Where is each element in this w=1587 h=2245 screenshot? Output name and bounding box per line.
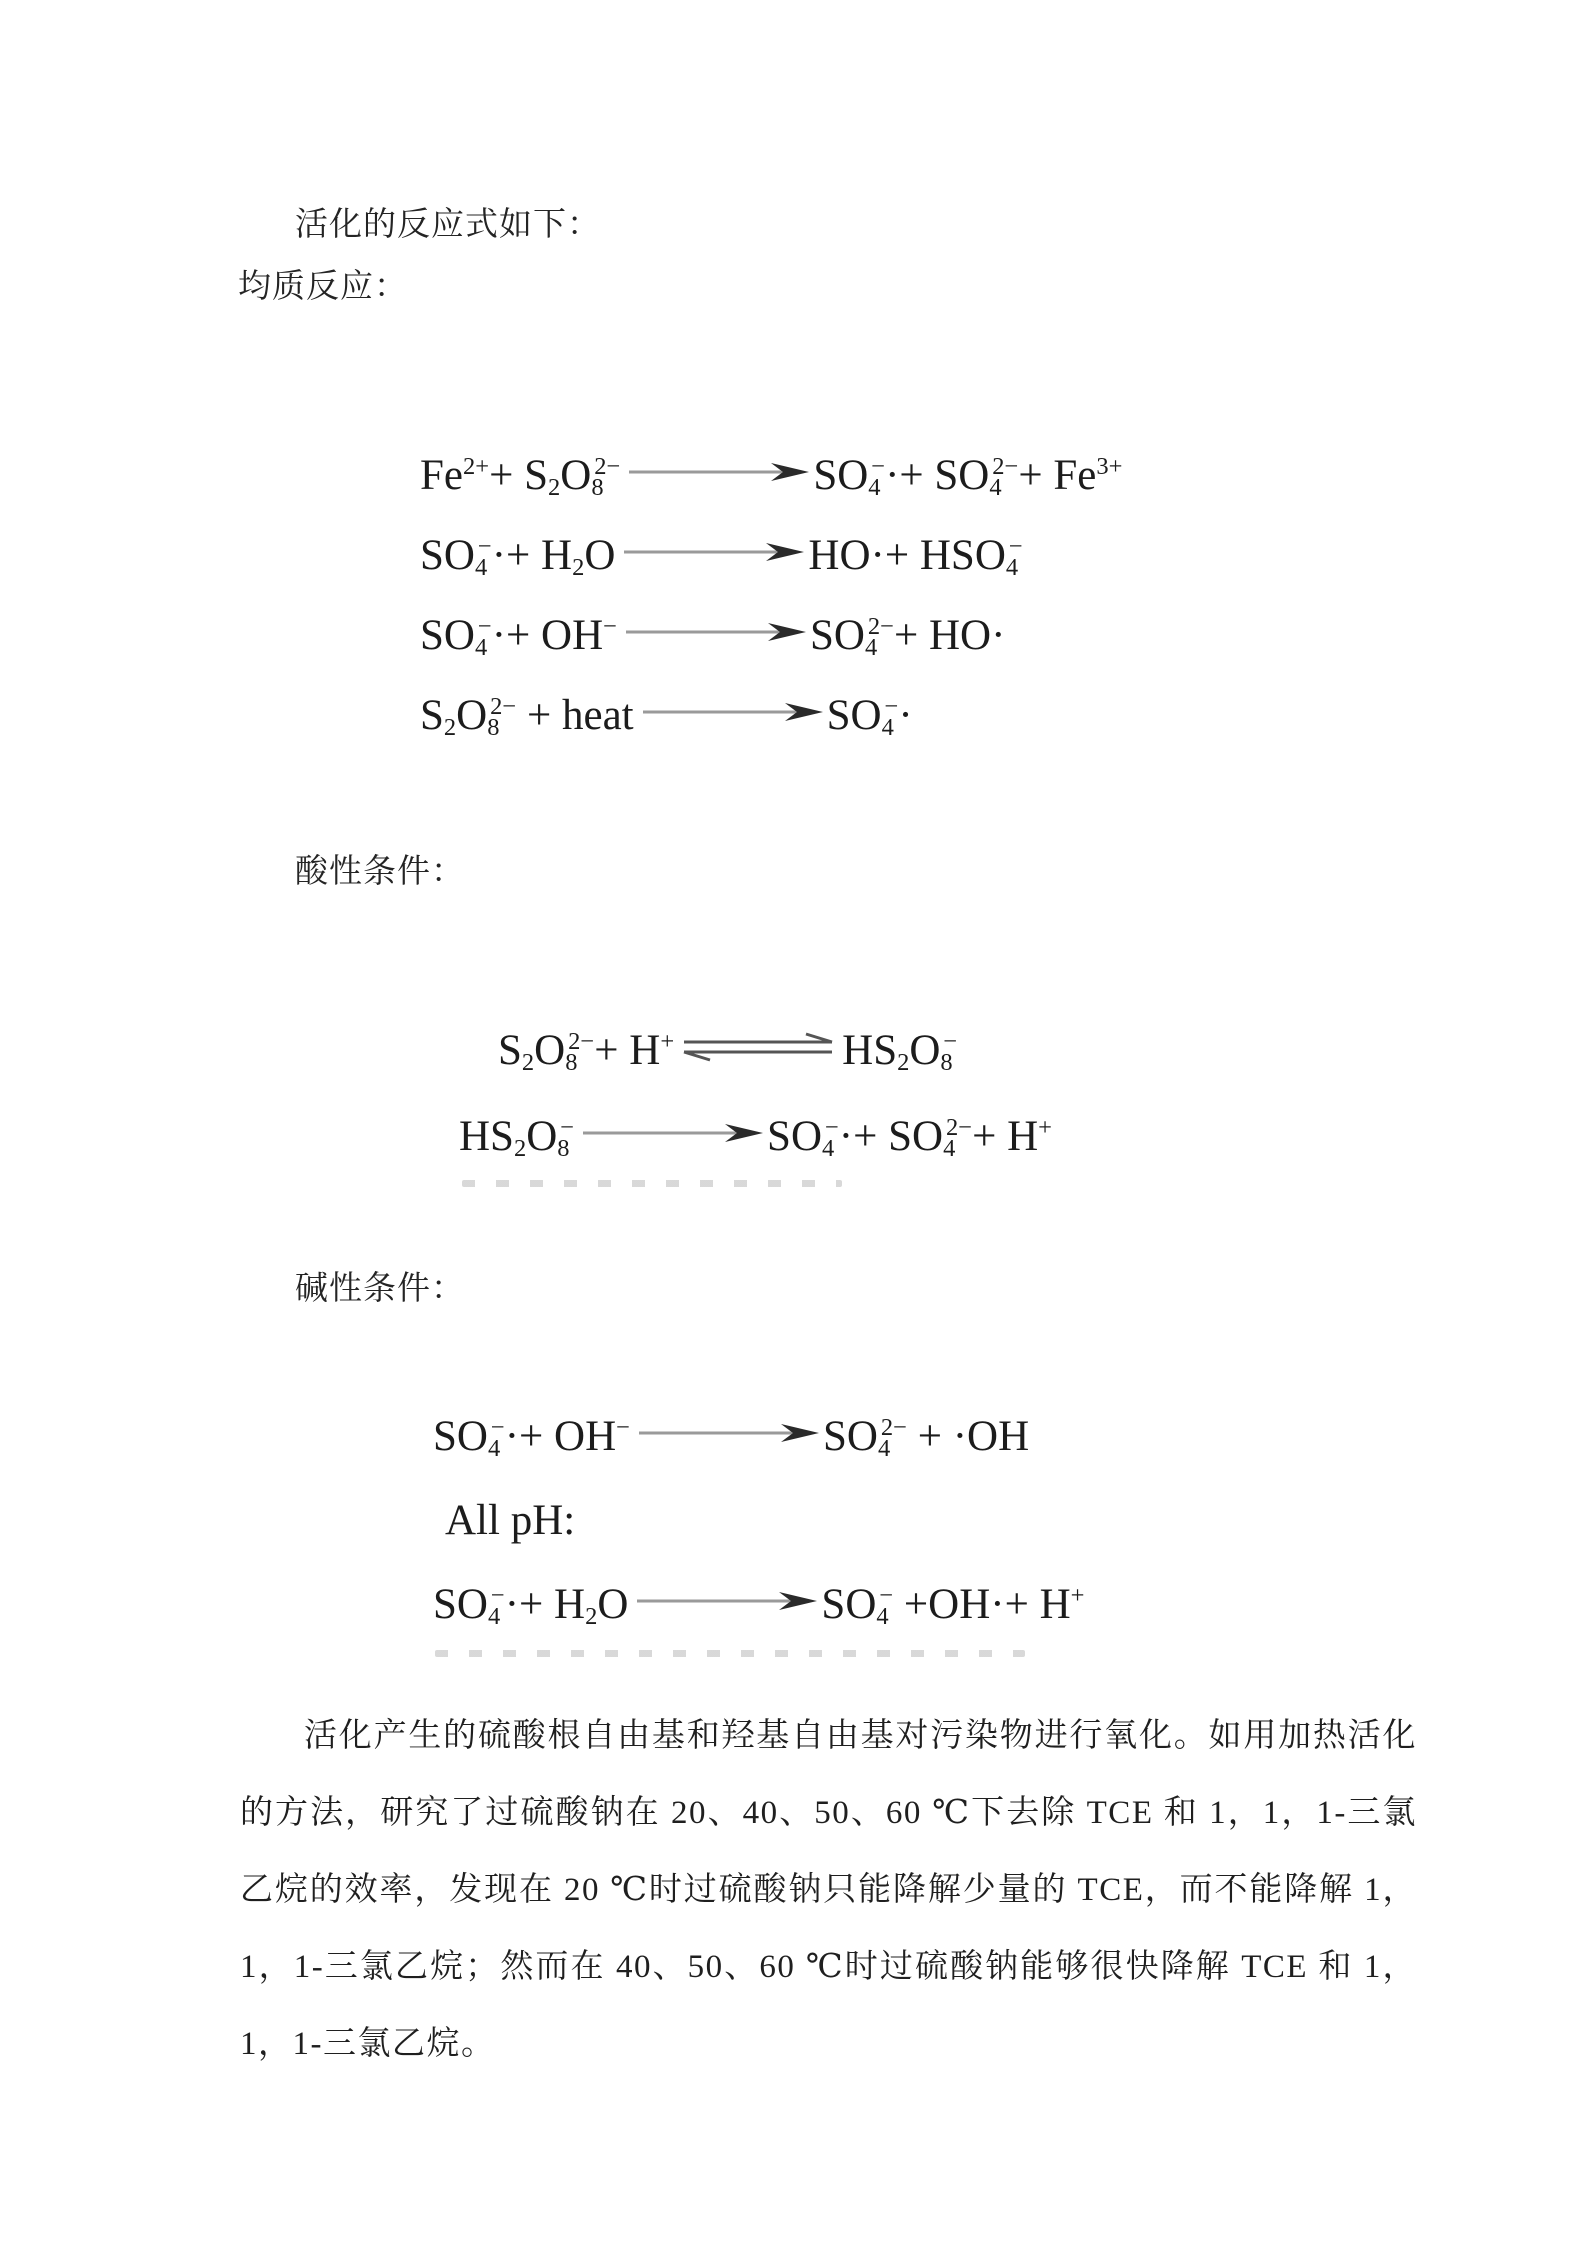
equation-sulfate-radical-water: $SO_4^-\cdot+ H_2O$ $HO\cdot+ HSO_4^-$ xyxy=(420,532,1023,582)
all-ph-label: All pH: xyxy=(445,1497,576,1544)
equation-sulfate-radical-hydroxide: $SO_4^-\cdot+ OH^-$ $SO_4^{2-}+ HO\cdot$ xyxy=(420,612,1006,662)
reaction-arrow-icon xyxy=(634,1589,819,1613)
reaction-arrow-icon xyxy=(626,460,811,484)
equation-sulfate-radical-hydroxide-alkaline: $SO_4^-\cdot+ OH^-$ $SO_4^{2-} + \cdot OH$ xyxy=(433,1413,1030,1463)
equation-hydrogen-persulfate-decomposition: $HS_2O_8^-$ $SO_4^-\cdot+ SO_4^{2-}+ H^+$ xyxy=(459,1113,1052,1163)
intro-line: 活化的反应式如下： xyxy=(295,207,601,243)
equation-fe-persulfate: $Fe^{2+}+ S_2O_8^{2-}$ $SO_4^-\cdot+ SO_4^{2-}+ Fe^{3+}$ xyxy=(420,452,1123,502)
alkaline-equations-image xyxy=(240,1395,1417,1657)
homogeneous-reaction-label: 均质反应： xyxy=(238,269,408,305)
equation-persulfate-heat: $S_2O_8^{2-}$ + heat $SO_4^-\cdot$ xyxy=(420,692,913,742)
homogeneous-equations-image xyxy=(240,436,1417,756)
equation-sulfate-radical-water-allph: $SO_4^-\cdot+ H_2O$ $SO_4^- +OH\cdot+ H^+$ xyxy=(433,1581,1085,1631)
equilibrium-arrow-icon xyxy=(678,1032,838,1062)
reaction-arrow-icon xyxy=(640,700,825,724)
cropped-text-artifact xyxy=(435,1650,1025,1657)
reaction-arrow-icon xyxy=(580,1121,765,1145)
equation-persulfate-proton-equilibrium: $S_2O_8^{2-}+ H^+$ $HS_2O_8^-$ xyxy=(498,1027,958,1077)
reaction-arrow-icon xyxy=(621,540,806,564)
alkaline-condition-label: 碱性条件： xyxy=(295,1271,465,1307)
acidic-condition-label: 酸性条件： xyxy=(295,854,465,890)
body-paragraph: 活化产生的硫酸根自由基和羟基自由基对污染物进行氧化。如用加热活化的方法，研究了过硫酸钠在 20、40、50、60 ℃下去除 TCE 和 1，1，1-三氯乙烷的效率，发现在 20 ℃时过硫酸钠只能降解少量的 TCE，而不能降解 1，1，1-三氯乙烷；然而在 40、50、60 ℃时过硫酸钠能够很快降解 TCE 和 1，1，1-三氯乙烷。 xyxy=(240,1718,1417,2062)
reaction-arrow-icon xyxy=(636,1421,821,1445)
cropped-text-artifact xyxy=(462,1180,842,1187)
acidic-equations-image xyxy=(240,1008,1417,1187)
reaction-arrow-icon xyxy=(623,620,808,644)
